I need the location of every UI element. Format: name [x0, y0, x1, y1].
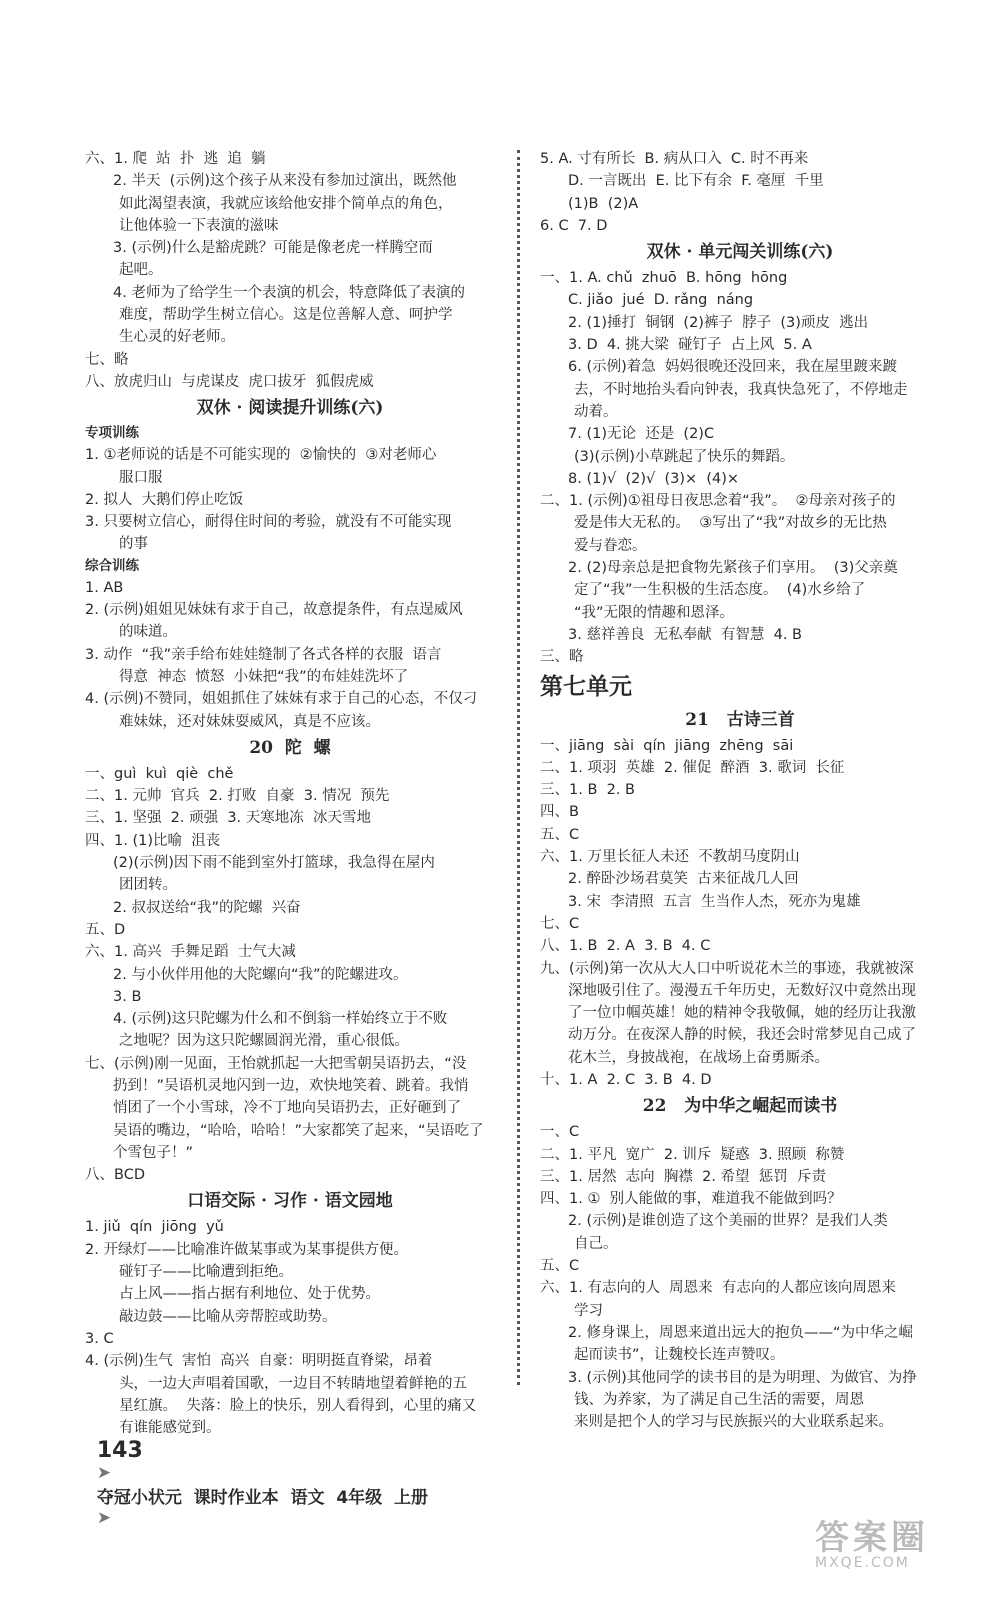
answer-line: 了一位巾帼英雄！她的精神令我敬佩，她的经历让我激	[568, 1005, 916, 1022]
answer-line: 4. (示例)不赞同，姐姐抓住了妹妹有求于自己的心态，不仅刁	[85, 691, 478, 708]
watermark-logo-text: 答案圈	[815, 1518, 929, 1558]
answer-line: 六、1. 高兴 手舞足蹈 士气大减	[85, 944, 296, 961]
page-footer	[85, 1418, 428, 1528]
answer-line: 二、1. (示例)①祖母日夜思念着“我”。 ②母亲对孩子的	[540, 493, 896, 510]
answer-line: (3)(示例)小草跳起了快乐的舞蹈。	[574, 448, 795, 465]
answer-line: 2. (示例)是谁创造了这个美丽的世界？是我们人类	[568, 1213, 888, 1230]
answer-line: 团团转。	[119, 877, 177, 894]
answer-line: 二、1. 平凡 宽广 2. 训斥 疑惑 3. 照顾 称赞	[540, 1146, 845, 1163]
answer-line: 一、guì kuì qiè chě	[85, 765, 234, 782]
answer-line: 深地吸引住了。漫漫五千年历史，无数好汉中竟然出现	[568, 982, 916, 999]
section-heading: 双休 · 单元闯关训练(六)	[646, 242, 834, 263]
answer-line: 爱是伟大无私的。 ③写出了“我”对故乡的无比热	[574, 515, 887, 532]
answer-line: 生心灵的好老师。	[119, 329, 235, 346]
answer-line: 难妹妹，还对妹妹耍威风，真是不应该。	[119, 713, 380, 730]
answer-line: 敲边鼓——比喻从旁帮腔或助势。	[119, 1308, 337, 1325]
answer-line: 让他体验一下表演的滋味	[119, 217, 279, 234]
answer-line: 四、1. ① 别人能做的事，难道我不能做到吗？	[540, 1191, 842, 1208]
answer-line: 3. 慈祥善良 无私奉献 有智慧 4. B	[568, 626, 802, 643]
answer-line: D. 一言既出 E. 比下有余 F. 毫厘 千里	[568, 173, 824, 190]
answer-line: 之地呢？因为这只陀螺圆润光滑，重心很低。	[119, 1033, 409, 1050]
answer-line: 来则是把个人的学习与民族振兴的大业联系起来。	[574, 1414, 893, 1431]
answer-line: (1)B (2)A	[568, 195, 639, 212]
answer-line: 难度，帮助学生树立信心。这是位善解人意、呵护学	[119, 307, 453, 324]
answer-line: 三、1. B 2. B	[540, 782, 636, 799]
sub-heading: 综合训练	[85, 557, 139, 574]
answer-line: 五、C	[540, 826, 580, 843]
answer-line: 六、1. 爬 站 扑 逃 追 躺	[85, 151, 266, 167]
answer-line: 6. C 7. D	[540, 217, 608, 234]
answer-line: 起而读书”，让魏校长连声赞叹。	[574, 1347, 785, 1364]
answer-line: 六、1. 万里长征人未还 不教胡马度阴山	[540, 849, 800, 866]
answer-line: 占上风——指占据有利地位、处于优势。	[119, 1286, 380, 1303]
answer-line: 1. ①老师说的话是不可能实现的 ②愉快的 ③对老师心	[85, 447, 437, 464]
answer-line: 二、1. 项羽 英雄 2. 催促 醉酒 3. 歌词 长征	[540, 759, 845, 776]
page-number: 143	[96, 1438, 143, 1463]
answer-line: 动万分。在夜深人静的时候，我还会时常梦见自己成了	[568, 1027, 916, 1044]
answer-line: 八、放虎归山 与虎谋皮 虎口拔牙 狐假虎威	[85, 373, 374, 390]
answer-line: 的事	[119, 536, 148, 553]
answer-line: 得意 神态 愤怒 小妹把“我”的布娃娃洗坏了	[119, 668, 409, 685]
answer-line: 动着。	[574, 403, 618, 420]
answer-line: 2. 醉卧沙场君莫笑 古来征战几人回	[568, 871, 799, 888]
answer-line: C. jiǎo jué D. rǎng náng	[568, 292, 754, 309]
answer-line: 碰钉子——比喻遭到拒绝。	[119, 1264, 293, 1281]
answer-line: 5. A. 寸有所长 B. 病从口入 C. 时不再来	[540, 151, 809, 167]
answer-line: 3. (示例)其他同学的读书目的是为明理、为做官、为挣	[568, 1369, 917, 1386]
answer-line: 四、B	[540, 804, 579, 821]
answer-line: 2. (2)母亲总是把食物先紧孩子们享用。 (3)父亲奠	[568, 560, 898, 577]
answer-line: 吴语的嘴边，“哈哈，哈哈！”大家都笑了起来，“吴语吃了	[113, 1122, 484, 1139]
answer-line: 学习	[574, 1302, 603, 1319]
answer-line: 1. AB	[85, 579, 124, 596]
answer-line: 二、1. 元帅 官兵 2. 打败 自豪 3. 情况 预先	[85, 788, 390, 805]
answer-line: 3. 动作 “我”亲手给布娃娃缝制了各式各样的衣服 语言	[85, 646, 442, 663]
answer-line: 4. (示例)生气 害怕 高兴 自豪：明明挺直脊梁，昂着	[85, 1353, 433, 1370]
answer-line: 五、D	[85, 921, 126, 938]
answer-line: 六、1. 有志向的人 周恩来 有志向的人都应该向周恩来	[540, 1280, 896, 1297]
answer-line: 3. 宋 李清照 五言 生当作人杰，死亦为鬼雄	[568, 893, 861, 910]
answer-line: 起吧。	[119, 262, 163, 279]
answer-line: 7. (1)无论 还是 (2)C	[568, 426, 715, 443]
answer-line: 扔到！”吴语机灵地闪到一边，欢快地笑着、跳着。我悄	[113, 1077, 469, 1094]
answer-line: 一、C	[540, 1124, 580, 1141]
answer-line: 悄团了一个小雪球，冷不丁地向吴语扔去，正好砸到了	[113, 1100, 461, 1117]
answer-line: 钱、为养家，为了满足自己生活的需要，周恩	[574, 1391, 864, 1408]
answer-line: 十、1. A 2. C 3. B 4. D	[540, 1071, 712, 1088]
answer-line: 2. 修身课上，周恩来道出远大的抱负——“为中华之崛	[568, 1324, 913, 1341]
answer-line: 三、1. 居然 志向 胸襟 2. 希望 惩罚 斥责	[540, 1168, 826, 1185]
answer-line: 七、(示例)刚一见面，王怡就抓起一大把雪朝吴语扔去，“没	[85, 1055, 467, 1072]
answer-line: 三、略	[540, 649, 584, 666]
answer-line: 一、jiāng sài qín jiāng zhēng sāi	[540, 737, 794, 754]
footer-end-arrow-icon: ➤	[96, 1508, 112, 1528]
watermark-url: MXQE.COM	[815, 1555, 910, 1571]
book-title: 夺冠小状元 课时作业本 语文 4年级 上册	[96, 1488, 429, 1508]
answer-line: 2. (示例)姐姐见妹妹有求于自己，故意提条件，有点逞威风	[85, 602, 463, 619]
answer-line: 去，不时地抬头看向钟表，我真快急死了，不停地走	[574, 381, 908, 398]
answer-line: 一、1. A. chǔ zhuō B. hōng hōng	[540, 270, 788, 287]
answer-line: 自己。	[574, 1235, 618, 1252]
answer-line: 七、略	[85, 351, 129, 368]
answer-line: “我”无限的情趣和恩泽。	[574, 604, 735, 621]
answer-line: 花木兰，身披战袍，在战场上奋勇厮杀。	[568, 1049, 829, 1066]
answer-line: 四、1. (1)比喻 沮丧	[85, 832, 221, 849]
section-heading: 20 陀 螺	[249, 737, 331, 758]
answer-line: 8. (1)√ (2)√ (3)× (4)×	[568, 470, 740, 487]
answer-line: 服口服	[119, 469, 163, 486]
answer-line: 3. D 4. 挑大梁 碰钉子 占上风 5. A	[568, 337, 812, 354]
answer-line: 三、1. 坚强 2. 顽强 3. 天寒地冻 冰天雪地	[85, 810, 371, 827]
answer-line: 2. 半天 (示例)这个孩子从来没有参加过演出，既然他	[113, 173, 457, 190]
answer-line: 3. B	[113, 988, 142, 1005]
answer-line: 九、(示例)第一次从大人口中听说花木兰的事迹，我就被深	[540, 960, 914, 977]
answer-line: 七、C	[540, 915, 580, 932]
answer-line: 4. (示例)这只陀螺为什么和不倒翁一样始终立于不败	[113, 1011, 448, 1028]
sub-heading: 专项训练	[85, 425, 139, 442]
section-heading: 双休 · 阅读提升训练(六)	[196, 398, 384, 419]
answer-line: 头，一边大声唱着国歌，一边目不转睛地望着鲜艳的五	[119, 1375, 467, 1392]
footer-arrow-icon: ➤	[96, 1463, 112, 1483]
answer-line: 2. 叔叔送给“我”的陀螺 兴奋	[113, 899, 301, 916]
answer-line: 八、BCD	[85, 1167, 145, 1184]
section-heading: 21 古诗三首	[685, 709, 795, 730]
answer-line: 2. (1)捶打 铜钢 (2)裤子 脖子 (3)顽皮 逃出	[568, 314, 869, 331]
answer-line: 个雪包子！”	[113, 1144, 194, 1161]
answer-line: (2)(示例)因下雨不能到室外打篮球，我急得在屋内	[113, 855, 435, 872]
column-divider	[517, 150, 520, 1385]
answer-line: 定了“我”一生积极的生活态度。 (4)水乡给了	[574, 582, 866, 599]
section-heading: 口语交际 · 习作 · 语文园地	[187, 1191, 393, 1212]
answer-line: 星红旗。 失落：脸上的快乐，别人看得到，心里的痛又	[119, 1397, 477, 1414]
answer-line: 4. 老师为了给学生一个表演的机会，特意降低了表演的	[113, 284, 465, 301]
left-column	[85, 148, 495, 1439]
site-watermark	[815, 1510, 975, 1580]
answer-line: 6. (示例)着急 妈妈很晚还没回来，我在屋里踱来踱	[568, 359, 897, 376]
answer-line: 2. 开绿灯——比喻准许做某事或为某事提供方便。	[85, 1241, 408, 1258]
unit-title: 第七单元	[540, 672, 632, 700]
answer-line: 2. 拟人 大鹅们停止吃饭	[85, 491, 244, 508]
answer-line: 八、1. B 2. A 3. B 4. C	[540, 938, 711, 955]
answer-line: 1. jiǔ qín jiōng yǔ	[85, 1219, 224, 1236]
right-column	[540, 148, 940, 1433]
answer-line: 爱与眷恋。	[574, 537, 647, 554]
answer-line: 如此渴望表演，我就应该给他安排个简单点的角色，	[119, 195, 453, 212]
answer-line: 3. C	[85, 1330, 114, 1347]
section-heading: 22 为中华之崛起而读书	[642, 1096, 838, 1117]
answer-line: 3. 只要树立信心，耐得住时间的考验，就没有不可能实现	[85, 514, 452, 531]
answer-line: 有谁能感觉到。	[119, 1420, 221, 1437]
answer-line: 五、C	[540, 1258, 580, 1275]
answer-line: 2. 与小伙伴用他的大陀螺向“我”的陀螺进攻。	[113, 966, 408, 983]
answer-line: 的味道。	[119, 624, 177, 641]
answer-line: 3. (示例)什么是豁虎跳？可能是像老虎一样腾空而	[113, 240, 433, 257]
